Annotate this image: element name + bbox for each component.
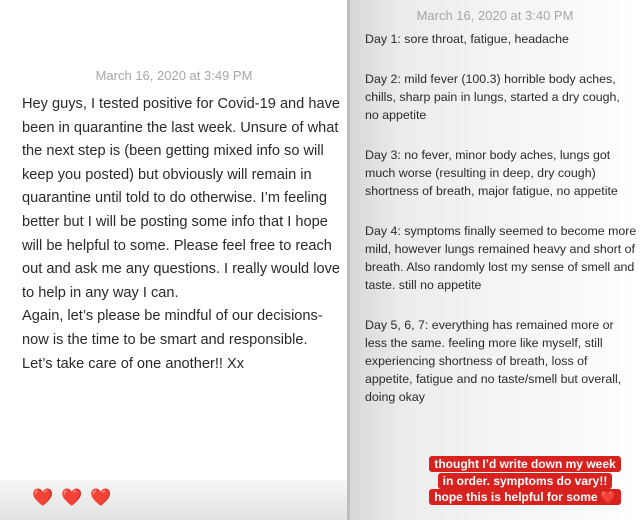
note-paragraph-1: Hey guys, I tested positive for Covid-19 and have been in quarantine the last week. Unsure of what the next step is (been getting mixed info so will keep you posted) but obviously will remain in quarantine until told to do otherwise. I’m feeling better but I will be posting some info that I hope will be helpful to some. Please feel free to reach out and ask me any questions. I really would love to help in any way I can. (22, 96, 340, 301)
sticker-line-2: in order. symptoms do vary!! (438, 473, 613, 489)
symptom-list (365, 30, 637, 406)
day-entry: Day 2: mild fever (100.3) horrible body aches, chills, sharp pain in lungs, started a dry cough, no appetite (365, 72, 620, 122)
day-entry: Day 5, 6, 7: everything has remained more or less the same. feeling more like myself, still experiencing shortness of breath, loss of appetite, fatigue and no taste/smell but overall, doing okay (365, 318, 622, 404)
day-entry: Day 4: symptoms finally seemed to become more mild, however lungs remained heavy and short of breath. Also randomly lost my sense of smell and taste. still no appetite (365, 224, 637, 292)
sticker-line-3: hope this is helpful for some ❤️ (429, 489, 621, 505)
right-note-panel (350, 0, 640, 520)
note-date: March 16, 2020 at 3:40 PM (416, 8, 574, 23)
note-date: March 16, 2020 at 3:49 PM (95, 68, 253, 83)
day-entry: Day 3: no fever, minor body aches, lungs got much worse (resulting in deep, dry cough) shortness of breath, major fatigue, no appetite (365, 148, 618, 198)
note-paragraph-2: Again, let’s please be mindful of our decisions- now is the time to be smart and responsible. Let’s take care of one another!! Xx (22, 308, 323, 372)
day-entry: Day 1: sore throat, fatigue, headache (365, 32, 569, 46)
text-sticker (415, 456, 635, 506)
note-body (22, 93, 342, 376)
hearts-emoji: ❤️❤️❤️ (32, 488, 120, 507)
sticker-line-1: thought I’d write down my week (429, 456, 620, 472)
